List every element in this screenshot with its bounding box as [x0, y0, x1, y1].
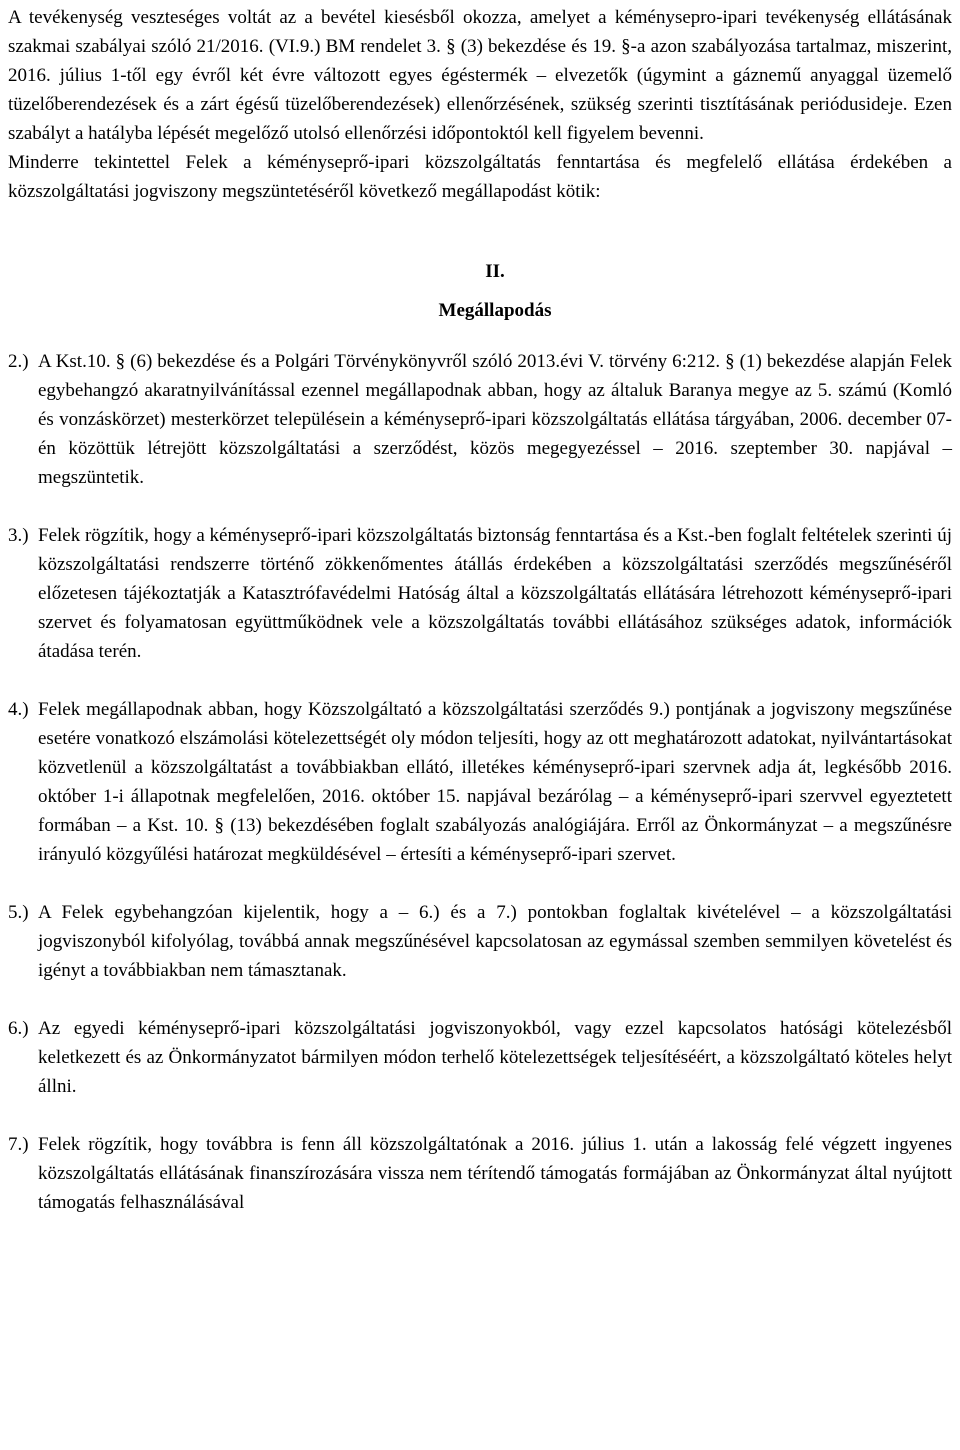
- section-roman-numeral: II.: [485, 261, 505, 282]
- list-item: [8, 1130, 952, 1217]
- item-number: 2.): [8, 351, 29, 372]
- item-text: A Felek egybehangzóan kijelentik, hogy a – 6.) és a 7.) pontokban foglaltak kivételével – a közszolgáltatási jogviszonyból kifolyólag, továbbá annak megszűnésével kapcsolatosan az egymással szemben semmilyen követelést és igényt a továbbiakban nem támasztanak.: [38, 902, 952, 981]
- intro-paragraph-2: Minderre tekintettel Felek a kéményseprő-ipari közszolgáltatás fenntartása és megfelelő ellátása érdekében a közszolgáltatási jogviszony megszüntetéséről következő megállapodást kötik:: [8, 152, 952, 202]
- section-heading: [38, 256, 952, 327]
- item-number: 4.): [8, 699, 29, 720]
- list-item: [8, 521, 952, 666]
- section-title: Megállapodás: [438, 300, 552, 321]
- intro-paragraph-1: A tevékenység veszteséges voltát az a bevétel kiesésből okozza, amelyet a kéménysepro-ipari tevékenység ellátásának szakmai szabályai szóló 21/2016. (VI.9.) BM rendelet 3. § (3) bekezdése és 19. §-a azon szabályozása tartalmaz, miszerint, 2016. július 1-től egy évről két évre változott egyes égéstermék – elvezetők (úgymint a gáznemű anyaggal üzemelő tüzelőberendezések és a zárt égésű tüzelőberendezések) ellenőrzésének, szükség szerinti tisztításának periódusideje. Ezen szabályt a hatályba lépését megelőző utolsó ellenőrzési időpontoktól kell figyelem bevenni.: [8, 7, 952, 144]
- intro-section: [8, 3, 952, 206]
- list-item: [8, 695, 952, 869]
- item-text: Felek megállapodnak abban, hogy Közszolgáltató a közszolgáltatási szerződés 9.) pontjának a jogviszony megszűnése esetére vonatkozó elszámolási kötelezettségét oly módon teljesíti, hogy az ott meghatározott adatokat, nyilvántartásokat közvetlenül a közszolgáltatást a továbbiakban ellátó, illetékes kéményseprő-ipari szervnek adja át, legkésőbb 2016. október 1-i állapotnak megfelelően, 2016. október 15. napjával bezárólag – a kéményseprő-ipari szervvel egyeztetett formában – a Kst. 10. § (13) bekezdésében foglalt szabályozás analógiájára. Erről az Önkormányzat – a megszűnésre irányuló közgyűlési határozat megküldésével – értesíti a kéményseprő-ipari szervet.: [38, 699, 952, 865]
- item-number: 7.): [8, 1134, 29, 1155]
- list-item: [8, 347, 952, 492]
- item-text: Felek rögzítik, hogy továbbra is fenn áll közszolgáltatónak a 2016. július 1. után a lakosság felé végzett ingyenes közszolgáltatás ellátásának finanszírozására vissza nem térítendő támogatás formájában az Önkormányzat által nyújtott támogatás felhasználásával: [38, 1134, 952, 1213]
- item-number: 3.): [8, 525, 29, 546]
- list-item: [8, 898, 952, 985]
- item-text: A Kst.10. § (6) bekezdése és a Polgári Törvénykönyvről szóló 2013.évi V. törvény 6:212. § (1) bekezdése alapján Felek egybehangzó akaratnyilvánítással ezennel megállapodnak abban, hogy az általuk Baranya megye az 5. számú (Komló és vonzáskörzet) mesterkörzet településein a kéményseprő-ipari közszolgáltatás ellátása tárgyában, 2006. december 07-én közöttük létrejött közszolgáltatási a szerződést, közös megegyezéssel – 2016. szeptember 30. napjával – megszüntetik.: [38, 351, 952, 488]
- list-item: [8, 1014, 952, 1101]
- item-number: 5.): [8, 902, 29, 923]
- item-text: Az egyedi kéményseprő-ipari közszolgáltatási jogviszonyokból, vagy ezzel kapcsolatos hatósági kötelezésből keletkezett és az Önkormányzatot bármilyen módon terhelő kötelezettségek teljesítéséért, a közszolgáltató köteles helyt állni.: [38, 1018, 952, 1097]
- item-number: 6.): [8, 1018, 29, 1039]
- item-text: Felek rögzítik, hogy a kéményseprő-ipari közszolgáltatás biztonság fenntartása és a Kst.-ben foglalt feltételek szerinti új közszolgáltatási rendszerre történő zökkenőmentes átállás érdekében a közszolgáltatási szerződés megszűnéséről előzetesen tájékoztatják a Katasztrófavédelmi Hatóság által a közszolgáltatás ellátására létrehozott kéményseprő-ipari szervet és folyamatosan együttműködnek vele a közszolgáltatás további ellátásához szükséges adatok, információk átadása terén.: [38, 525, 952, 662]
